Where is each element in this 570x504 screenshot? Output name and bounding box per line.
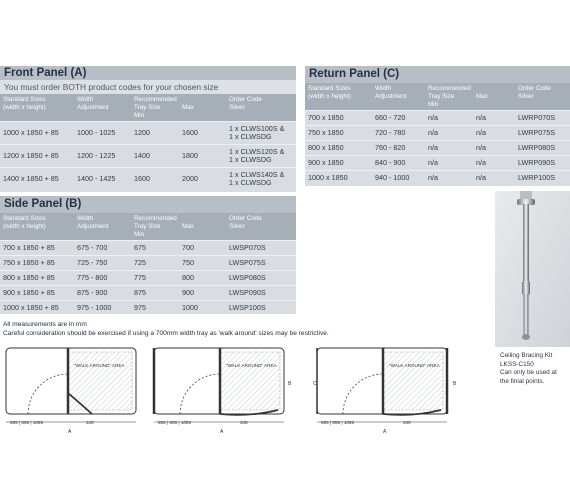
header-standard-sizes: Standard Sizes (width x height)	[305, 83, 372, 111]
label-b: B	[288, 381, 292, 387]
label-a: A	[68, 429, 72, 435]
table-row: 1000 x 1850 + 85 1000 - 1025 1200 1600 1 x CLWS100S & 1 x CLWSDG	[0, 122, 296, 145]
label-a: A	[383, 429, 387, 435]
table-row: 700 x 1850 + 85 675 - 700 675 700 LWSP070S	[0, 241, 296, 256]
dimension-a-values: 655 | 855 | 1055	[10, 420, 44, 425]
table-row: 900 x 1850 + 85 875 - 900 875 900 LWSP090S	[0, 286, 296, 301]
ceiling-bracing-kit-photo	[495, 191, 570, 347]
dimension-b-value: 345	[240, 420, 248, 425]
front-panel-section	[0, 66, 296, 192]
side-panel-title: Side Panel (B)	[0, 196, 296, 213]
table-row: 1400 x 1850 + 85 1400 - 1425 1600 2000 1 x CLWS140S & 1 x CLWSDG	[0, 168, 296, 191]
header-width-adjustment: Width Adjustment	[74, 94, 131, 122]
header-width-adjustment: Width Adjustment	[74, 213, 131, 241]
photo-caption: Ceiling Bracing Kit LKSS-C150 Can only be used at the finial points.	[500, 352, 557, 385]
measurement-notes	[3, 320, 329, 338]
header-tray-min: Recommended Tray Size Min	[131, 213, 179, 241]
walk-around-label: "WALK AROUND" AREA	[74, 363, 125, 368]
dimension-b-value: 345	[403, 420, 411, 425]
header-tray-max: Max	[179, 94, 226, 122]
label-c: C	[313, 381, 317, 387]
table-row: 1000 x 1850 + 85 975 - 1000 975 1000 LWSP100S	[0, 301, 296, 316]
dimension-a-values: 655 | 855 | 1055	[158, 420, 192, 425]
diagram-front-panel	[2, 345, 142, 435]
return-panel-section	[305, 66, 570, 186]
table-row: 750 x 1850 720 - 780 n/a n/a LWRP075S	[305, 126, 570, 141]
walk-around-label: "WALK AROUND" AREA	[389, 363, 440, 368]
front-panel-subtitle: You must order BOTH product codes for your chosen size	[0, 80, 296, 94]
table-row: 1200 x 1850 + 85 1200 - 1225 1400 1800 1 x CLWS120S & 1 x CLWSDG	[0, 145, 296, 168]
table-row: 750 x 1850 + 85 725 - 750 725 750 LWSP075S	[0, 256, 296, 271]
header-order-code: Order Code Silver	[226, 213, 296, 241]
walk-around-label: "WALK AROUND" AREA	[226, 363, 277, 368]
header-tray-min: Recommended Tray Size Min	[131, 94, 179, 122]
table-row: 800 x 1850 760 - 820 n/a n/a LWRP080S	[305, 141, 570, 156]
return-panel-table	[305, 83, 570, 186]
note-units: All measurements are in mm	[3, 321, 87, 328]
table-row: 1000 x 1850 940 - 1000 n/a n/a LWRP100S	[305, 171, 570, 186]
return-panel-title: Return Panel (C)	[305, 66, 570, 83]
label-b: B	[453, 381, 457, 387]
bracing-rod-illustration	[495, 191, 570, 347]
header-order-code: Order Code Silver	[515, 83, 570, 111]
header-width-adjustment: Width Adjustment	[372, 83, 425, 111]
front-panel-title: Front Panel (A)	[0, 66, 296, 80]
table-row: 900 x 1850 840 - 900 n/a n/a LWRP090S	[305, 156, 570, 171]
header-tray-max: Max	[179, 213, 226, 241]
note-caution: Careful consideration should be exercised if using a 700mm width tray as 'walk around' sizes may be restrictive.	[3, 330, 329, 337]
dimension-b-value: 345	[86, 420, 94, 425]
diagram-front-side-return-panel	[313, 345, 461, 435]
diagram-front-side-panel	[150, 345, 298, 435]
dimension-a-values: 655 | 855 | 1055	[321, 420, 355, 425]
header-tray-max: Max	[473, 83, 515, 111]
label-a: A	[220, 429, 224, 435]
header-standard-sizes: Standard Sizes (width x height)	[0, 94, 74, 122]
table-row: 700 x 1850 660 - 720 n/a n/a LWRP070S	[305, 111, 570, 126]
front-panel-table	[0, 94, 296, 191]
side-panel-table	[0, 213, 296, 316]
table-row: 800 x 1850 + 85 775 - 800 775 800 LWSP080S	[0, 271, 296, 286]
header-tray-min: Recommended Tray Size Min	[425, 83, 473, 111]
side-panel-section	[0, 196, 296, 314]
header-standard-sizes: Standard Sizes (width x height)	[0, 213, 74, 241]
header-order-code: Order Code Silver	[226, 94, 296, 122]
